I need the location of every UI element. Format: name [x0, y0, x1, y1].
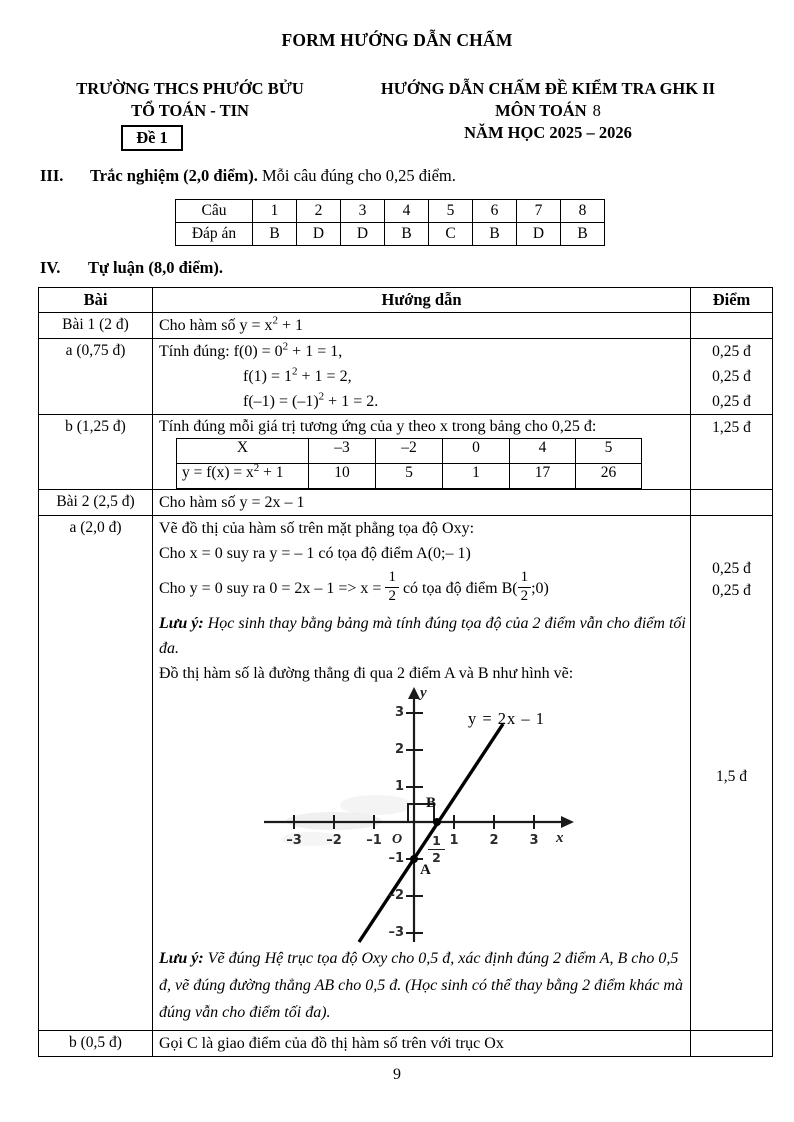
- bai2a-label: a (2,0 đ): [39, 516, 153, 1031]
- grading-header-row: [39, 288, 773, 313]
- exponent: 2: [292, 365, 298, 378]
- exam-code-wrap: [40, 122, 340, 151]
- row-bai2a: [39, 516, 773, 1031]
- x-row: [177, 439, 642, 464]
- department-name: TỔ TOÁN - TIN: [131, 101, 249, 120]
- x-value: 4: [510, 439, 576, 464]
- bai1a-label: a (0,75 đ): [39, 339, 153, 415]
- section-mc-heading: [40, 166, 456, 186]
- mc-question-cell: 5: [429, 200, 473, 223]
- exponent: 2: [253, 461, 260, 474]
- y-tick-label: –3: [388, 925, 404, 940]
- y-tick-label: 2: [394, 742, 404, 757]
- guide-title: HƯỚNG DẪN CHẤM ĐỀ KIỂM TRA GHK II: [380, 79, 716, 98]
- header-school-block: [40, 78, 340, 151]
- coordinate-plane-figure: [256, 687, 576, 945]
- x-tick-label: –3: [286, 833, 302, 848]
- bai2-intro: Cho hàm số y = 2x – 1: [153, 490, 691, 516]
- bai1-intro: Cho hàm số $y = x^2 + 1$: [153, 313, 691, 339]
- y-tick-label: 3: [394, 705, 404, 720]
- point-a-label: A: [420, 862, 431, 878]
- score-badge: 0,25 đ: [712, 343, 751, 360]
- school-year: NĂM HỌC 2025 – 2026: [464, 123, 632, 142]
- bai1a-line3: $f(-1) = (-1)^2 + 1 = 2$.: [243, 390, 379, 410]
- row-bai2b: [39, 1031, 773, 1057]
- essay-grading-table: [38, 287, 773, 1057]
- bai2-score: [691, 490, 773, 516]
- exponent: 2: [282, 340, 289, 353]
- y-row: [177, 464, 642, 489]
- subject-line: [340, 100, 756, 122]
- y-value: 1: [443, 464, 510, 489]
- x-axis-arrow: [561, 816, 574, 828]
- mc-question-cell: 7: [517, 200, 561, 223]
- exam-code-box: Đề 1: [121, 125, 183, 151]
- school-name: TRƯỜNG THCS PHƯỚC BỬU: [76, 79, 304, 98]
- bai1a-line1: Tính đúng: $f(0) = 0^2 + 1 = 1$,: [159, 340, 343, 360]
- xy-value-table: [176, 438, 642, 489]
- point-b-label: B: [426, 795, 437, 811]
- section-mc-numeral: III.: [40, 166, 64, 185]
- x-value: 5: [576, 439, 642, 464]
- mc-answer-cell: B: [385, 223, 429, 246]
- bai1-label: Bài 1 (2 đ): [39, 313, 153, 339]
- section-essay-title: Tự luận (8,0 điểm).: [88, 258, 224, 277]
- x-value: –3: [309, 439, 376, 464]
- section-essay-heading: [40, 258, 223, 278]
- bai2a-note1: Lưu ý: Học sinh thay bằng bảng mà tính đúng tọa độ của 2 điểm vẫn cho điểm tối đa.: [159, 615, 686, 657]
- page-number: 9: [393, 1066, 401, 1083]
- x-tick-label: 3: [529, 833, 539, 848]
- scan-artifact: [340, 795, 412, 815]
- y-tick-label: 1: [394, 779, 404, 794]
- x-tick-label: 2: [489, 833, 499, 848]
- mc-question-row: [176, 200, 605, 223]
- point-a-dot: [410, 855, 418, 863]
- bai1a-content: [153, 339, 691, 415]
- header-guide-block: [340, 78, 756, 144]
- bai2-label: Bài 2 (2,5 đ): [39, 490, 153, 516]
- row-bai1a: [39, 339, 773, 415]
- fraction-one-half: $\frac{1}{2}$: [518, 570, 532, 605]
- score-badge: 1,25 đ: [712, 419, 751, 436]
- y-axis-label: y: [420, 685, 427, 701]
- bai1-score: [691, 313, 773, 339]
- bai2a-line1: Vẽ đồ thị của hàm số trên mặt phẳng tọa độ Oxy:: [159, 520, 475, 537]
- mc-answer-cell: B: [561, 223, 605, 246]
- mc-answer-cell: D: [517, 223, 561, 246]
- bai1b-content: [153, 415, 691, 490]
- y-tick-label: –1: [388, 851, 404, 866]
- origin-label: O: [392, 832, 403, 847]
- y-value: 10: [309, 464, 376, 489]
- mc-row-label: Câu: [176, 200, 253, 223]
- y-value: 26: [576, 464, 642, 489]
- document-title: FORM HƯỚNG DẪN CHẤM: [281, 30, 513, 50]
- mc-question-cell: 2: [297, 200, 341, 223]
- mc-answer-cell: D: [297, 223, 341, 246]
- y-row-label: $y = f(x) = x^2 + 1$: [177, 464, 309, 489]
- bai1b-score: [691, 415, 773, 490]
- bai2b-label: b (0,5 đ): [39, 1031, 153, 1057]
- x-value: 0: [443, 439, 510, 464]
- bai1b-text: Tính đúng mỗi giá trị tương ứng của y theo x trong bảng cho 0,25 đ:: [159, 418, 597, 435]
- row-bai2: [39, 490, 773, 516]
- section-mc-title: Trắc nghiệm (2,0 điểm).: [90, 166, 258, 185]
- mc-answer-cell: C: [429, 223, 473, 246]
- x-axis-label: x: [556, 830, 564, 846]
- x-row-label: X: [177, 439, 309, 464]
- exponent: 2: [272, 314, 278, 327]
- mc-row-label: Đáp án: [176, 223, 253, 246]
- bai2a-line3: Cho y = 0 suy ra 0 = 2x – 1 => x = $\frac{1}{2}$ có tọa độ điểm B( $\frac{1}{2}$ ;0): [159, 569, 549, 604]
- mc-question-cell: 1: [253, 200, 297, 223]
- line-equation-label: y = 2x – 1: [468, 709, 546, 728]
- mc-question-cell: 6: [473, 200, 517, 223]
- section-mc-note: Mỗi câu đúng cho 0,25 điểm.: [257, 166, 456, 185]
- bai2a-line4: Đồ thị hàm số là đường thẳng đi qua 2 điểm A và B như hình vẽ:: [159, 665, 574, 682]
- mc-answer-cell: B: [253, 223, 297, 246]
- point-b-dot: [433, 818, 441, 826]
- bai1b-label: b (1,25 đ): [39, 415, 153, 490]
- y-value: 5: [376, 464, 443, 489]
- section-essay-numeral: IV.: [40, 258, 61, 277]
- x-value: –2: [376, 439, 443, 464]
- y-axis-arrow: [408, 687, 420, 699]
- score-badge: 0,25 đ: [712, 560, 751, 577]
- header-diem: Điểm: [691, 288, 773, 313]
- bai2a-note2: Lưu ý: Vẽ đúng Hệ trục tọa độ Oxy cho 0,5 đ, xác định đúng 2 điểm A, B cho 0,5 đ, vẽ đúng đường thẳng AB cho 0,5 đ. (Học sinh có thể thay bằng 2 điểm khác mà đúng vẫn cho điểm tối đa).: [159, 950, 683, 1021]
- mc-answer-cell: D: [341, 223, 385, 246]
- subject-name: MÔN TOÁN: [495, 101, 587, 120]
- mc-answer-row: [176, 223, 605, 246]
- score-badge: 1,5 đ: [716, 768, 747, 785]
- bai2b-score: [691, 1031, 773, 1057]
- fraction-one-half: $\frac{1}{2}$: [385, 570, 399, 605]
- row-bai1: [39, 313, 773, 339]
- bai1a-line2: $f(1) = 1^2 + 1 = 2$,: [243, 365, 352, 385]
- bai2a-content: [153, 516, 691, 1031]
- mc-question-cell: 3: [341, 200, 385, 223]
- x-half-tick-fraction: $\frac{1}{2}$: [428, 834, 445, 865]
- header-bai: Bài: [39, 288, 153, 313]
- mc-question-cell: 8: [561, 200, 605, 223]
- mc-answer-cell: B: [473, 223, 517, 246]
- bai2b-content: Gọi C là giao điểm của đồ thị hàm số trên với trục Ox: [153, 1031, 691, 1057]
- score-badge: 0,25 đ: [712, 393, 751, 410]
- mc-question-cell: 4: [385, 200, 429, 223]
- y-tick-label: –2: [388, 888, 404, 903]
- bai1a-scores: [691, 339, 773, 415]
- y-value: 17: [510, 464, 576, 489]
- x-tick-label: –1: [366, 833, 382, 848]
- grade-number: 8: [592, 101, 601, 120]
- score-badge: 0,25 đ: [712, 582, 751, 599]
- mc-answer-table: [175, 199, 605, 246]
- bai2a-line2: Cho x = 0 suy ra y = – 1 có tọa độ điểm A(0;– 1): [159, 545, 471, 562]
- x-tick-label: 1: [449, 833, 459, 848]
- bai2a-scores: [691, 516, 773, 1031]
- header-huongdan: Hướng dẫn: [153, 288, 691, 313]
- exponent: 2: [318, 390, 325, 403]
- row-bai1b: [39, 415, 773, 490]
- score-badge: 0,25 đ: [712, 368, 751, 385]
- x-tick-label: –2: [326, 833, 342, 848]
